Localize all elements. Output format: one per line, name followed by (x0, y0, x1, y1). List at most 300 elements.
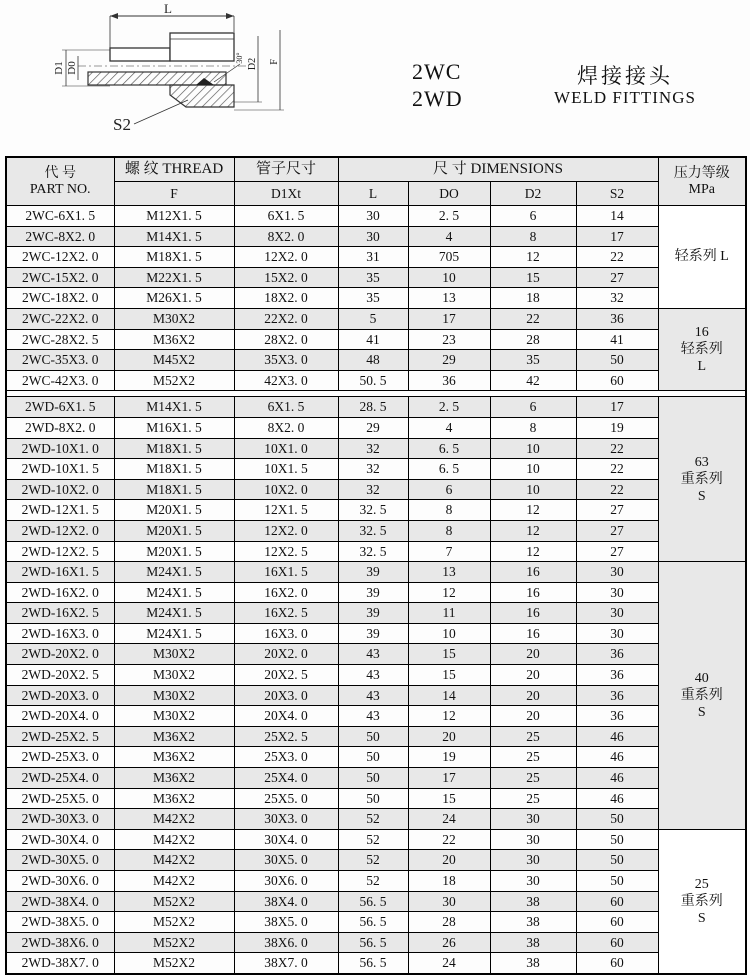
table-row (6, 267, 746, 288)
cell-thread: M16X1. 5 (114, 417, 234, 438)
cell-l: 43 (338, 706, 408, 727)
cell-d0: 13 (408, 288, 490, 309)
header-pipe-size: 管子尺寸 (234, 157, 338, 182)
cell-d0: 2. 5 (408, 397, 490, 418)
cell-s2: 36 (576, 308, 658, 329)
cell-part-no: 2WD-38X4. 0 (6, 891, 114, 912)
cell-thread: M42X2 (114, 850, 234, 871)
cell-d2: 15 (490, 267, 576, 288)
table-row (6, 438, 746, 459)
header-thread: 螺 纹 THREAD (114, 157, 234, 182)
cell-l: 32 (338, 459, 408, 480)
cell-thread: M36X2 (114, 747, 234, 768)
cell-part-no: 2WC-18X2. 0 (6, 288, 114, 309)
cell-s2: 50 (576, 350, 658, 371)
cell-part-no: 2WD-16X2. 0 (6, 582, 114, 603)
cell-pipe-size: 16X2. 5 (234, 603, 338, 624)
cell-s2: 50 (576, 850, 658, 871)
cell-d2: 20 (490, 685, 576, 706)
cell-d0: 23 (408, 329, 490, 350)
cell-part-no: 2WD-20X2. 0 (6, 644, 114, 665)
cell-d2: 25 (490, 726, 576, 747)
cell-d2: 22 (490, 308, 576, 329)
cell-d2: 30 (490, 829, 576, 850)
table-row (6, 644, 746, 665)
cell-pipe-size: 12X2. 5 (234, 541, 338, 562)
table-row (6, 350, 746, 371)
table-row (6, 665, 746, 686)
cell-d2: 12 (490, 520, 576, 541)
cell-s2: 27 (576, 500, 658, 521)
table-row (6, 500, 746, 521)
fitting-section-drawing (18, 2, 308, 152)
cell-d2: 10 (490, 438, 576, 459)
cell-part-no: 2WD-12X2. 5 (6, 541, 114, 562)
cell-d0: 19 (408, 747, 490, 768)
cell-part-no: 2WC-28X2. 5 (6, 329, 114, 350)
pressure-class-line: 重系列 (680, 471, 723, 487)
cell-pipe-size: 16X3. 0 (234, 623, 338, 644)
pressure-class-line: 轻系列 L (674, 249, 729, 265)
cell-d0: 4 (408, 417, 490, 438)
cell-d0: 20 (408, 850, 490, 871)
cell-pipe-size: 6X1. 5 (234, 206, 338, 227)
cell-d2: 16 (490, 623, 576, 644)
cell-part-no: 2WD-25X4. 0 (6, 768, 114, 789)
cell-l: 32 (338, 479, 408, 500)
cell-d2: 16 (490, 603, 576, 624)
cell-thread: M42X2 (114, 809, 234, 830)
cell-d0: 10 (408, 267, 490, 288)
cell-pipe-size: 12X2. 0 (234, 520, 338, 541)
cell-d2: 10 (490, 459, 576, 480)
cell-part-no: 2WD-16X3. 0 (6, 623, 114, 644)
cell-s2: 36 (576, 644, 658, 665)
cell-pipe-size: 38X5. 0 (234, 912, 338, 933)
cell-part-no: 2WD-25X3. 0 (6, 747, 114, 768)
table-row (6, 417, 746, 438)
cell-thread: M26X1. 5 (114, 288, 234, 309)
pressure-class-line: 重系列 (680, 687, 723, 703)
table-row (6, 809, 746, 830)
page-title-en: WELD FITTINGS (554, 88, 696, 107)
table-row (6, 891, 746, 912)
cell-d2: 20 (490, 665, 576, 686)
cell-d0: 15 (408, 644, 490, 665)
cell-pipe-size: 25X2. 5 (234, 726, 338, 747)
cell-d0: 12 (408, 582, 490, 603)
header-dimensions: 尺 寸 DIMENSIONS (338, 157, 658, 182)
cell-d0: 28 (408, 912, 490, 933)
cell-d0: 13 (408, 562, 490, 583)
cell-pipe-size: 28X2. 0 (234, 329, 338, 350)
cell-d2: 30 (490, 850, 576, 871)
dim-label-l: L (164, 2, 172, 16)
pressure-class-line: 63 (694, 454, 709, 470)
cell-thread: M36X2 (114, 329, 234, 350)
pressure-class-line: 40 (694, 670, 709, 686)
cell-pipe-size: 12X2. 0 (234, 247, 338, 268)
cell-d2: 25 (490, 747, 576, 768)
model-codes (412, 58, 463, 112)
cell-d0: 8 (408, 520, 490, 541)
cell-l: 52 (338, 829, 408, 850)
table-row (6, 308, 746, 329)
cell-l: 52 (338, 871, 408, 892)
dim-label-angle: 30° (235, 52, 244, 64)
cell-part-no: 2WD-6X1. 5 (6, 397, 114, 418)
cell-thread: M18X1. 5 (114, 479, 234, 500)
cell-thread: M24X1. 5 (114, 562, 234, 583)
cell-pipe-size: 10X2. 0 (234, 479, 338, 500)
dim-label-d1: D1 (53, 61, 65, 75)
cell-s2: 50 (576, 829, 658, 850)
cell-l: 31 (338, 247, 408, 268)
cell-d2: 8 (490, 417, 576, 438)
cell-s2: 50 (576, 809, 658, 830)
cell-s2: 60 (576, 891, 658, 912)
cell-s2: 22 (576, 247, 658, 268)
cell-s2: 22 (576, 479, 658, 500)
header-col-l: L (338, 182, 408, 206)
cell-pipe-size: 16X1. 5 (234, 562, 338, 583)
cell-s2: 46 (576, 788, 658, 809)
cell-d0: 6 (408, 479, 490, 500)
cell-l: 50 (338, 788, 408, 809)
page-header (0, 0, 750, 156)
cell-pipe-size: 30X3. 0 (234, 809, 338, 830)
cell-pipe-size: 20X4. 0 (234, 706, 338, 727)
cell-thread: M20X1. 5 (114, 500, 234, 521)
cell-d0: 20 (408, 726, 490, 747)
cell-part-no: 2WD-10X2. 0 (6, 479, 114, 500)
cell-d0: 15 (408, 665, 490, 686)
table-row (6, 459, 746, 480)
cell-s2: 36 (576, 665, 658, 686)
cell-d0: 36 (408, 370, 490, 391)
cell-d2: 16 (490, 582, 576, 603)
cell-thread: M30X2 (114, 308, 234, 329)
cell-part-no: 2WD-20X3. 0 (6, 685, 114, 706)
cell-pipe-size: 30X6. 0 (234, 871, 338, 892)
cell-l: 56. 5 (338, 932, 408, 953)
cell-d2: 12 (490, 541, 576, 562)
cell-part-no: 2WC-6X1. 5 (6, 206, 114, 227)
cell-l: 30 (338, 226, 408, 247)
cell-s2: 22 (576, 438, 658, 459)
header-col-d0: DO (408, 182, 490, 206)
table-row (6, 562, 746, 583)
cell-part-no: 2WD-25X5. 0 (6, 788, 114, 809)
cell-s2: 22 (576, 459, 658, 480)
cell-thread: M14X1. 5 (114, 226, 234, 247)
cell-l: 28. 5 (338, 397, 408, 418)
cell-d2: 38 (490, 932, 576, 953)
cell-s2: 30 (576, 623, 658, 644)
cell-d0: 29 (408, 350, 490, 371)
cell-l: 35 (338, 288, 408, 309)
header-col-d2: D2 (490, 182, 576, 206)
table-row (6, 582, 746, 603)
cell-pipe-size: 30X5. 0 (234, 850, 338, 871)
cell-part-no: 2WC-22X2. 0 (6, 308, 114, 329)
table-row (6, 288, 746, 309)
cell-s2: 50 (576, 871, 658, 892)
cell-s2: 17 (576, 226, 658, 247)
cell-pipe-size: 16X2. 0 (234, 582, 338, 603)
cell-thread: M18X1. 5 (114, 459, 234, 480)
cell-thread: M22X1. 5 (114, 267, 234, 288)
pressure-class-line: 轻系列 (680, 342, 723, 358)
cell-l: 41 (338, 329, 408, 350)
cell-l: 56. 5 (338, 953, 408, 974)
cell-s2: 46 (576, 768, 658, 789)
cell-s2: 46 (576, 726, 658, 747)
cell-part-no: 2WD-38X5. 0 (6, 912, 114, 933)
header-part-no-en: PART NO. (29, 181, 91, 197)
cell-d0: 10 (408, 623, 490, 644)
cell-pipe-size: 6X1. 5 (234, 397, 338, 418)
cell-d2: 25 (490, 788, 576, 809)
cell-d0: 18 (408, 871, 490, 892)
cell-d2: 12 (490, 247, 576, 268)
cell-d2: 38 (490, 953, 576, 974)
cell-part-no: 2WD-30X6. 0 (6, 871, 114, 892)
cell-pipe-size: 35X3. 0 (234, 350, 338, 371)
header-d1xt: D1Xt (234, 182, 338, 206)
cell-part-no: 2WC-8X2. 0 (6, 226, 114, 247)
table-row (6, 788, 746, 809)
cell-d2: 38 (490, 891, 576, 912)
cell-d0: 14 (408, 685, 490, 706)
cell-d2: 8 (490, 226, 576, 247)
cell-part-no: 2WD-38X6. 0 (6, 932, 114, 953)
table-row (6, 370, 746, 391)
cell-d2: 25 (490, 768, 576, 789)
cell-l: 50 (338, 768, 408, 789)
cell-thread: M30X2 (114, 685, 234, 706)
cell-thread: M30X2 (114, 706, 234, 727)
cell-thread: M52X2 (114, 932, 234, 953)
cell-pipe-size: 12X1. 5 (234, 500, 338, 521)
cell-d2: 42 (490, 370, 576, 391)
cell-d0: 17 (408, 768, 490, 789)
header-pressure (658, 157, 746, 206)
header-pressure-cn: 压力等级 (673, 165, 730, 181)
table-row (6, 932, 746, 953)
cell-l: 50 (338, 726, 408, 747)
table-body (6, 206, 746, 974)
cell-d2: 12 (490, 500, 576, 521)
dim-label-s2: S2 (113, 115, 131, 134)
cell-s2: 60 (576, 912, 658, 933)
cell-s2: 30 (576, 582, 658, 603)
cell-l: 48 (338, 350, 408, 371)
pressure-class-line: 16 (694, 325, 709, 341)
cell-thread: M52X2 (114, 891, 234, 912)
cell-d0: 8 (408, 500, 490, 521)
cell-pipe-size: 20X3. 0 (234, 685, 338, 706)
cell-l: 52 (338, 809, 408, 830)
cell-s2: 46 (576, 747, 658, 768)
cell-pipe-size: 30X4. 0 (234, 829, 338, 850)
cell-part-no: 2WD-30X4. 0 (6, 829, 114, 850)
table-row (6, 706, 746, 727)
header-part-no (6, 157, 114, 206)
pressure-class-cell (658, 206, 746, 309)
cell-d0: 6. 5 (408, 459, 490, 480)
cell-part-no: 2WD-8X2. 0 (6, 417, 114, 438)
cell-thread: M24X1. 5 (114, 623, 234, 644)
cell-part-no: 2WD-10X1. 0 (6, 438, 114, 459)
cell-pipe-size: 22X2. 0 (234, 308, 338, 329)
pressure-class-line: S (697, 488, 706, 504)
cell-s2: 36 (576, 706, 658, 727)
cell-pipe-size: 38X4. 0 (234, 891, 338, 912)
cell-s2: 60 (576, 932, 658, 953)
cell-l: 43 (338, 665, 408, 686)
cell-d0: 24 (408, 953, 490, 974)
cell-s2: 27 (576, 541, 658, 562)
cell-s2: 14 (576, 206, 658, 227)
cell-pipe-size: 25X5. 0 (234, 788, 338, 809)
cell-thread: M30X2 (114, 644, 234, 665)
cell-part-no: 2WD-30X5. 0 (6, 850, 114, 871)
cell-pipe-size: 8X2. 0 (234, 226, 338, 247)
cell-d2: 6 (490, 397, 576, 418)
cell-part-no: 2WD-16X2. 5 (6, 603, 114, 624)
dimensions-table (5, 156, 747, 975)
cell-l: 29 (338, 417, 408, 438)
cell-d0: 4 (408, 226, 490, 247)
cell-pipe-size: 20X2. 0 (234, 644, 338, 665)
cell-s2: 27 (576, 267, 658, 288)
table-row (6, 226, 746, 247)
table-row (6, 912, 746, 933)
cell-part-no: 2WC-15X2. 0 (6, 267, 114, 288)
cell-pipe-size: 20X2. 5 (234, 665, 338, 686)
cell-thread: M24X1. 5 (114, 582, 234, 603)
cell-part-no: 2WD-12X1. 5 (6, 500, 114, 521)
cell-thread: M30X2 (114, 665, 234, 686)
cell-s2: 19 (576, 417, 658, 438)
cell-part-no: 2WD-30X3. 0 (6, 809, 114, 830)
cell-l: 35 (338, 267, 408, 288)
table-header (6, 157, 746, 206)
cell-l: 50. 5 (338, 370, 408, 391)
cell-part-no: 2WC-42X3. 0 (6, 370, 114, 391)
table-row (6, 850, 746, 871)
cell-thread: M36X2 (114, 768, 234, 789)
table-row (6, 520, 746, 541)
cell-d2: 20 (490, 706, 576, 727)
cell-pipe-size: 25X3. 0 (234, 747, 338, 768)
cell-s2: 30 (576, 562, 658, 583)
table-row (6, 953, 746, 974)
table-row (6, 768, 746, 789)
cell-thread: M52X2 (114, 370, 234, 391)
header-part-no-cn: 代 号 (44, 165, 76, 181)
cell-d0: 22 (408, 829, 490, 850)
cell-l: 30 (338, 206, 408, 227)
cell-l: 32. 5 (338, 541, 408, 562)
cell-s2: 60 (576, 953, 658, 974)
cell-d0: 17 (408, 308, 490, 329)
model-code-2wd: 2WD (412, 86, 463, 111)
cell-l: 52 (338, 850, 408, 871)
cell-part-no: 2WD-38X7. 0 (6, 953, 114, 974)
table-row (6, 603, 746, 624)
model-code-2wc: 2WC (412, 59, 462, 84)
cell-d2: 16 (490, 562, 576, 583)
cell-s2: 32 (576, 288, 658, 309)
cell-thread: M42X2 (114, 871, 234, 892)
cell-d2: 28 (490, 329, 576, 350)
header-pressure-unit: MPa (688, 181, 715, 197)
cell-l: 32 (338, 438, 408, 459)
cell-thread: M36X2 (114, 788, 234, 809)
cell-d2: 6 (490, 206, 576, 227)
cell-pipe-size: 8X2. 0 (234, 417, 338, 438)
cell-l: 39 (338, 562, 408, 583)
cell-l: 50 (338, 747, 408, 768)
cell-s2: 27 (576, 520, 658, 541)
cell-l: 32. 5 (338, 500, 408, 521)
cell-s2: 17 (576, 397, 658, 418)
pressure-class-cell (658, 829, 746, 974)
cell-part-no: 2WC-12X2. 0 (6, 247, 114, 268)
cell-d2: 10 (490, 479, 576, 500)
dim-label-d0: D0 (66, 61, 78, 75)
cell-d0: 705 (408, 247, 490, 268)
cell-s2: 60 (576, 370, 658, 391)
cell-d0: 6. 5 (408, 438, 490, 459)
cell-l: 39 (338, 582, 408, 603)
table-row (6, 726, 746, 747)
cell-pipe-size: 10X1. 5 (234, 459, 338, 480)
pressure-class-cell (658, 397, 746, 562)
cell-l: 5 (338, 308, 408, 329)
table-row (6, 329, 746, 350)
cell-d2: 30 (490, 809, 576, 830)
table-row (6, 747, 746, 768)
dim-label-f: F (269, 59, 280, 65)
page-title-cn: 焊接接头 (577, 64, 673, 88)
pressure-class-cell (658, 308, 746, 390)
table-row (6, 685, 746, 706)
cell-part-no: 2WD-20X2. 5 (6, 665, 114, 686)
cell-pipe-size: 15X2. 0 (234, 267, 338, 288)
cell-d0: 26 (408, 932, 490, 953)
cell-d0: 15 (408, 788, 490, 809)
header-thread-f: F (114, 182, 234, 206)
pressure-class-cell (658, 562, 746, 830)
cell-l: 39 (338, 623, 408, 644)
cell-s2: 30 (576, 603, 658, 624)
cell-thread: M52X2 (114, 953, 234, 974)
cell-thread: M14X1. 5 (114, 397, 234, 418)
table-row (6, 397, 746, 418)
cell-l: 43 (338, 644, 408, 665)
cell-d0: 30 (408, 891, 490, 912)
cell-pipe-size: 10X1. 0 (234, 438, 338, 459)
cell-pipe-size: 25X4. 0 (234, 768, 338, 789)
pressure-class-line: 重系列 (680, 893, 723, 909)
table-row (6, 829, 746, 850)
cell-l: 43 (338, 685, 408, 706)
cell-thread: M45X2 (114, 350, 234, 371)
cell-part-no: 2WC-35X3. 0 (6, 350, 114, 371)
